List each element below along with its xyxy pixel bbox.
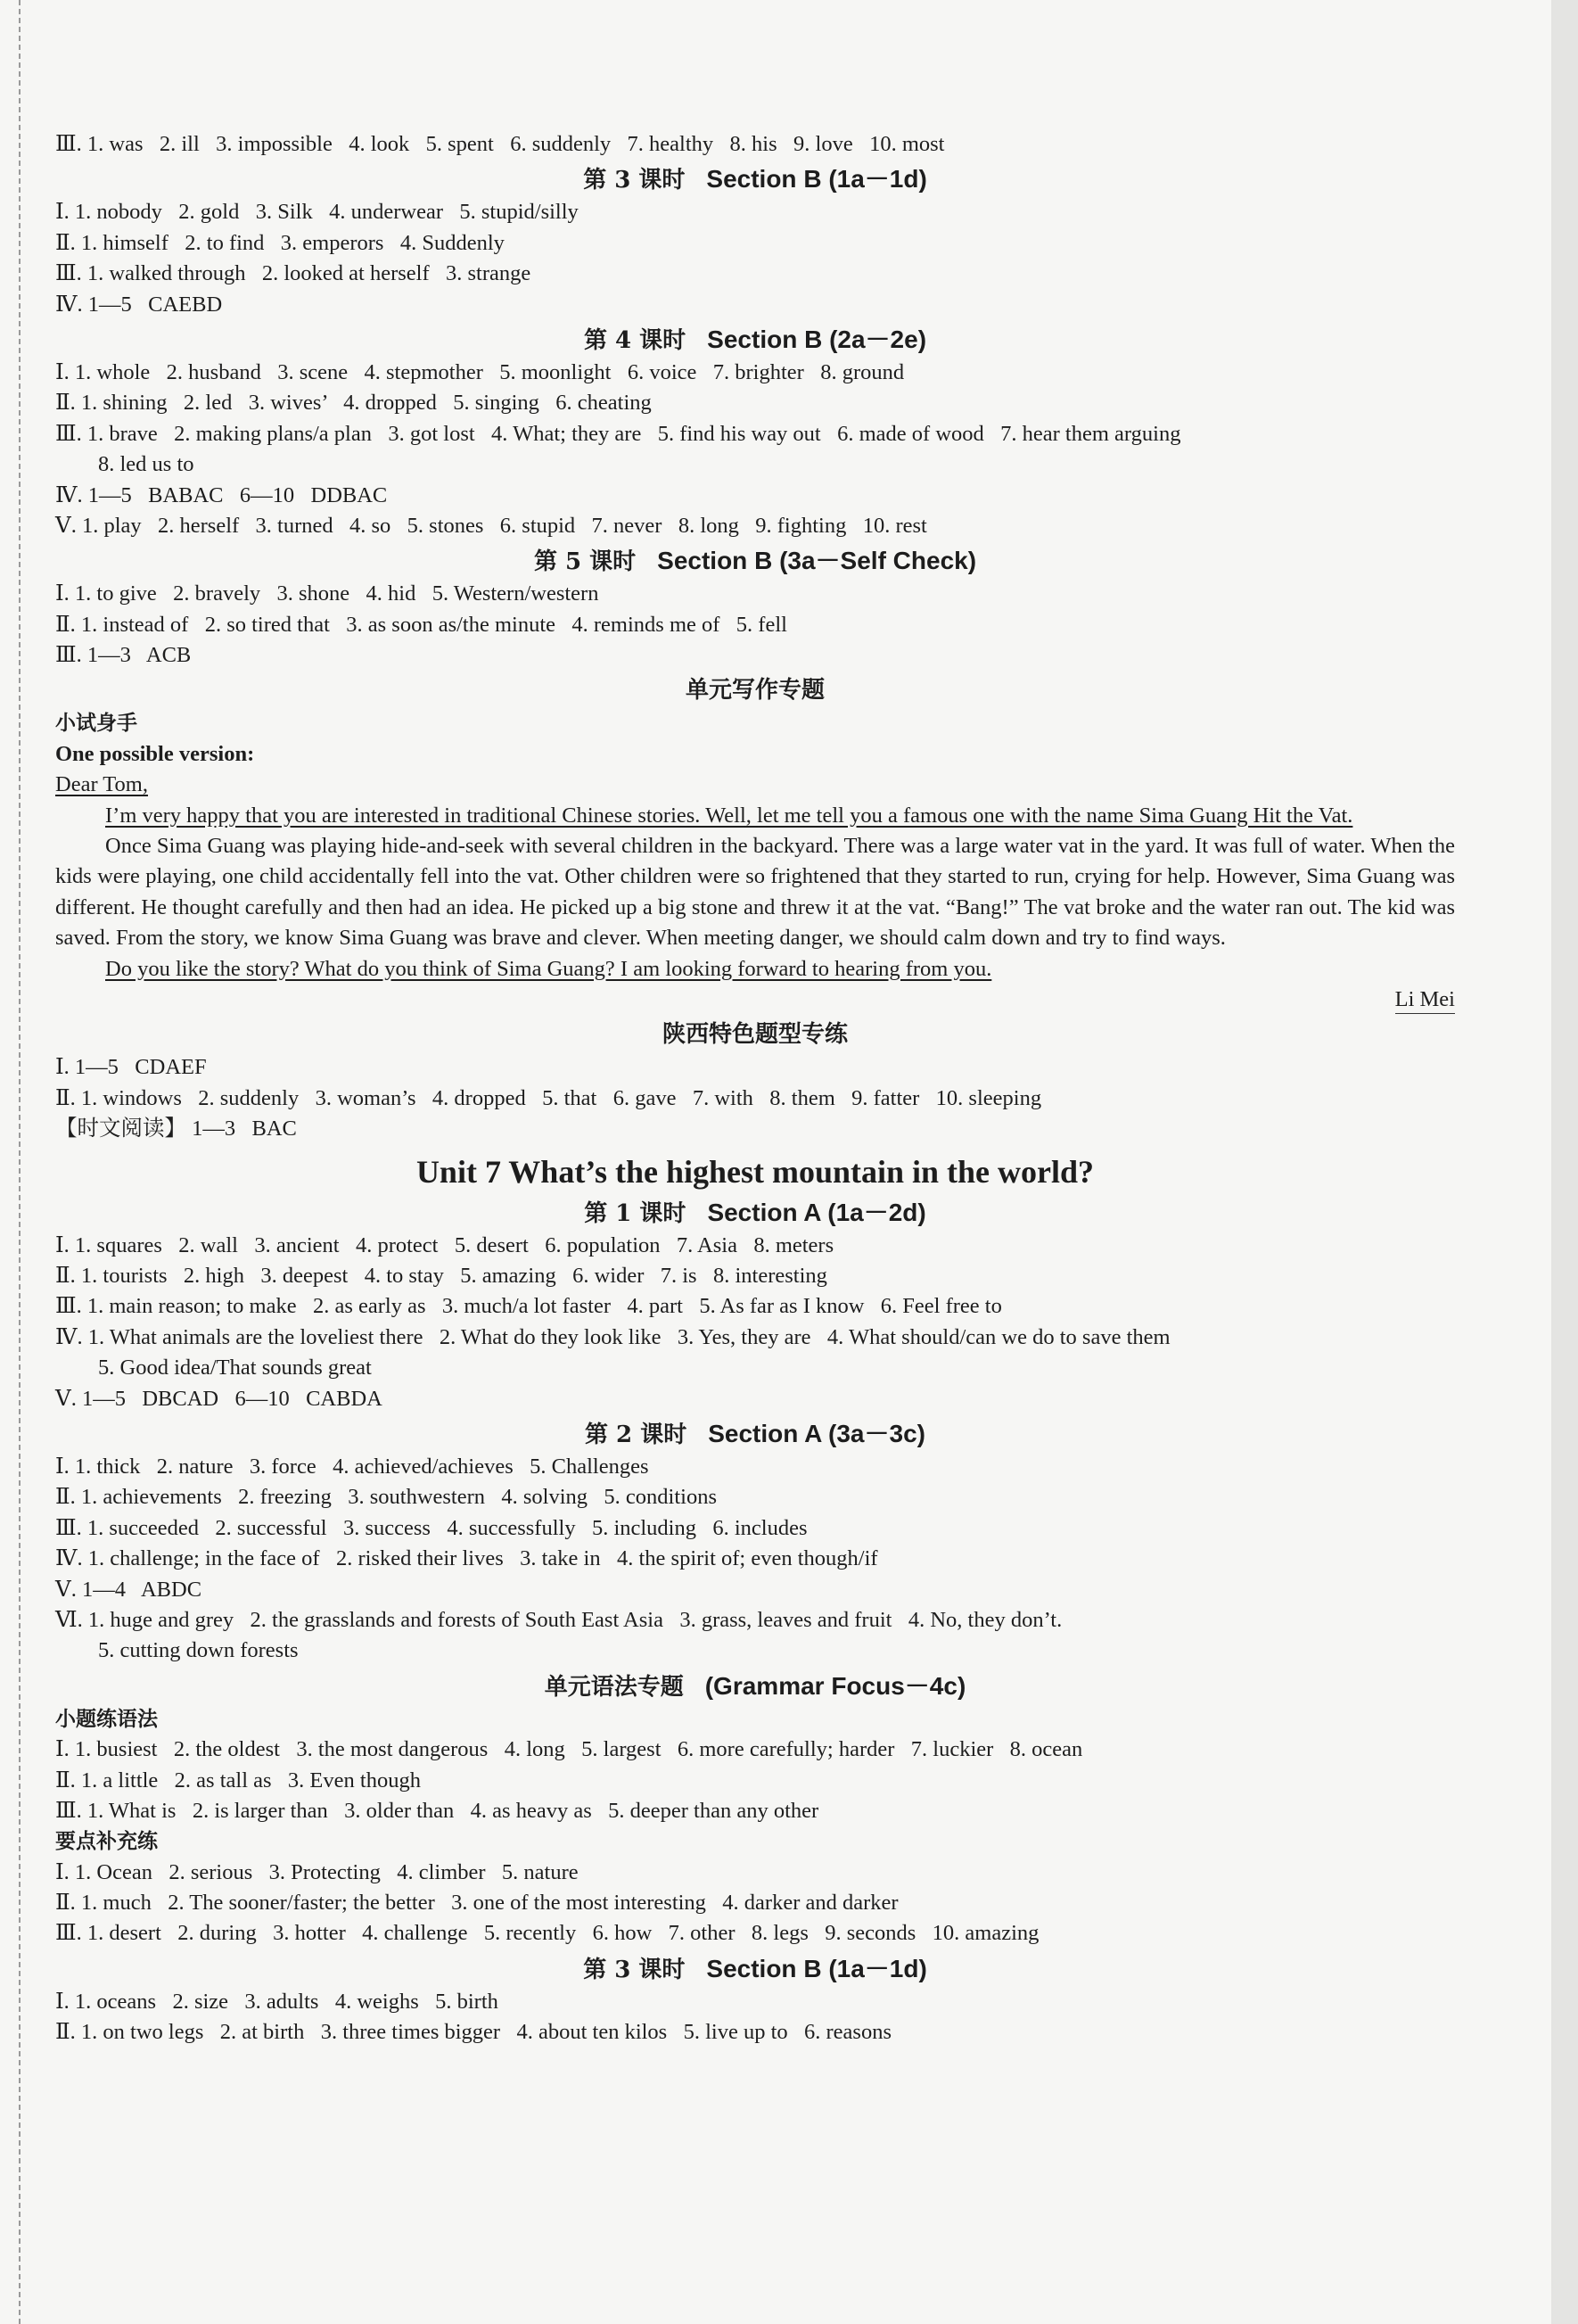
salutation-text: Dear Tom,	[55, 772, 148, 797]
section-heading-cn: 单元语法专题	[544, 1673, 684, 1701]
answer-line: Ⅰ. 1. nobody 2. gold 3. Silk 4. underwear 5. stupid/silly	[55, 200, 579, 225]
paragraph-text: Once Sima Guang was playing hide-and-seek with several children in the backyard. There was a large water vat in the yard. It was full of water. When the kids were playing, one child accidentally fell into the vat. Other children were so frightened that they started to run, crying for help. However, Sima Guang was different. He thought carefully and then had an idea. He picked up a big stone and threw it at the vat. “Bang!” The vat broke and the water ran out. The kid was saved. From the story, we know Sima Guang was brave and clever. When meeting danger, we should calm down and try to find ways.	[55, 834, 1455, 951]
section-heading-en: Section B (2a－2e)	[707, 325, 927, 353]
answer-line: Ⅱ. 1. shining 2. led 3. wives’ 4. dropped 5. singing 6. cheating	[55, 391, 652, 416]
section-heading	[55, 1193, 1455, 1231]
answer-line: Ⅰ. 1. Ocean 2. serious 3. Protecting 4. climber 5. nature	[55, 1859, 579, 1884]
letter-salutation	[55, 770, 1455, 800]
subsection-label: 小题练语法	[55, 1707, 158, 1731]
section-heading	[55, 160, 1455, 197]
section-heading-en: (Grammar Focus－4c)	[704, 1671, 966, 1700]
answer-line: Ⅰ. 1. to give 2. bravely 3. shone 4. hid 5. Western/western	[55, 581, 599, 606]
answer-line: Ⅳ. 1. challenge; in the face of 2. risked their lives 3. take in 4. the spirit of; even though/if	[55, 1546, 878, 1571]
section-heading-cn: 第 1 课时	[584, 1199, 686, 1227]
section-heading-cn: 第 5 课时	[533, 548, 637, 576]
answer-line: Ⅰ. 1. busiest 2. the oldest 3. the most dangerous 4. long 5. largest 6. more carefully; harder 7. luckier 8. ocean	[55, 1737, 1083, 1762]
section-heading	[55, 541, 1455, 579]
section-heading-cn: 第 3 课时	[583, 1956, 686, 1983]
answer-line: Ⅱ. 1. much 2. The sooner/faster; the better 3. one of the most interesting 4. darker and darker	[55, 1891, 899, 1916]
section-heading	[55, 1949, 1455, 1987]
answer-line: Ⅰ. 1. squares 2. wall 3. ancient 4. protect 5. desert 6. population 7. Asia 8. meters	[55, 1232, 834, 1257]
answer-line: Ⅳ. 1—5 BABAC 6—10 DDBAC	[55, 482, 388, 507]
section-heading-cn: 第 4 课时	[583, 326, 686, 354]
section-heading	[55, 1015, 1455, 1052]
answer-line: Ⅲ. 1. brave 2. making plans/a plan 3. got lost 4. What; they are 5. find his way out 6. made of wood 7. hear them arguing	[55, 421, 1181, 446]
answer-line: Ⅱ. 1. himself 2. to find 3. emperors 4. Suddenly	[55, 230, 505, 255]
answer-line: Ⅲ. 1. walked through 2. looked at herself 3. strange	[55, 261, 531, 286]
answer-line: Ⅲ. 1. desert 2. during 3. hotter 4. challenge 5. recently 6. how 7. other 8. legs 9. seconds 10. amazing	[55, 1921, 1040, 1946]
binding-dashed-line	[19, 0, 21, 2324]
essay-paragraph	[55, 831, 1455, 954]
answer-line: Ⅲ. 1. was 2. ill 3. impossible 4. look 5. spent 6. suddenly 7. healthy 8. his 9. love 10. most	[55, 132, 945, 156]
section-heading-en: Section B (3a－Self Check)	[657, 547, 977, 575]
section-heading-en: Section A (3a－3c)	[708, 1419, 925, 1447]
essay-paragraph	[55, 954, 1455, 985]
section-heading	[55, 1414, 1455, 1452]
unit-title: Unit 7 What’s the highest mountain in the world?	[415, 1153, 1095, 1190]
section-heading-cn: 单元写作专题	[685, 677, 825, 705]
answer-line: Ⅴ. 1. play 2. herself 3. turned 4. so 5. stones 6. stupid 7. never 8. long 9. fighting 10. rest	[55, 513, 927, 538]
answer-line-continued: 8. led us to	[98, 452, 194, 477]
essay-paragraph	[55, 801, 1455, 831]
section-heading-en: Section B (1a－1d)	[706, 165, 927, 194]
answer-line: Ⅱ. 1. on two legs 2. at birth 3. three times bigger 4. about ten kilos 5. live up to 6. reasons	[55, 2020, 892, 2045]
answer-line: Ⅲ. 1—3 ACB	[55, 643, 192, 668]
letter-signature	[55, 985, 1455, 1015]
answer-line: Ⅱ. 1. tourists 2. high 3. deepest 4. to stay 5. amazing 6. wider 7. is 8. interesting	[55, 1264, 827, 1289]
answer-line: Ⅱ. 1. a little 2. as tall as 3. Even though	[55, 1768, 421, 1792]
subsection-label: 小试身手	[55, 712, 137, 736]
section-heading-en: Section B (1a－1d)	[706, 1954, 927, 1982]
paragraph-text: I’m very happy that you are interested in traditional Chinese stories. Well, let me tell you a famous one with the name Sima Guang Hit the Vat.	[105, 803, 1353, 828]
answer-line: Ⅰ. 1. thick 2. nature 3. force 4. achieved/achieves 5. Challenges	[55, 1454, 649, 1479]
section-heading	[55, 671, 1455, 708]
answer-line: Ⅱ. 1. instead of 2. so tired that 3. as soon as/the minute 4. reminds me of 5. fell	[55, 612, 787, 637]
answer-line: Ⅲ. 1. succeeded 2. successful 3. success 4. successfully 5. including 6. includes	[55, 1515, 808, 1540]
subsection-label: 要点补充练	[55, 1830, 158, 1854]
signature-text: Li Mei	[1395, 986, 1455, 1014]
answer-line: Ⅱ. 1. achievements 2. freezing 3. southwestern 4. solving 5. conditions	[55, 1485, 717, 1510]
answer-line: Ⅲ. 1. What is 2. is larger than 3. older than 4. as heavy as 5. deeper than any other	[55, 1798, 819, 1823]
answer-line: Ⅰ. 1. whole 2. husband 3. scene 4. stepmother 5. moonlight 6. voice 7. brighter 8. ground	[55, 359, 905, 384]
answer-line: Ⅱ. 1. windows 2. suddenly 3. woman’s 4. dropped 5. that 6. gave 7. with 8. them 9. fatter 10. sleeping	[55, 1085, 1042, 1110]
section-heading-cn: 第 2 课时	[585, 1421, 687, 1448]
answer-line-continued: 5. cutting down forests	[98, 1638, 299, 1663]
answer-line: Ⅴ. 1—5 DBCAD 6—10 CABDA	[55, 1386, 382, 1411]
section-heading-cn: 陕西特色题型专练	[662, 1021, 848, 1049]
answer-line: Ⅵ. 1. huge and grey 2. the grasslands and forests of South East Asia 3. grass, leaves and fruit 4. No, they don’t.	[55, 1607, 1063, 1632]
answer-line: Ⅳ. 1. What animals are the loveliest there 2. What do they look like 3. Yes, they are 4. What should/can we do to save them	[55, 1324, 1171, 1349]
section-heading-en: Section A (1a－2d)	[707, 1198, 926, 1226]
answer-content	[55, 129, 1455, 2048]
paragraph-text: Do you like the story? What do you think of Sima Guang? I am looking forward to hearing from you.	[105, 956, 992, 981]
answer-line: Ⅴ. 1—4 ABDC	[55, 1577, 202, 1602]
essay-label: One possible version:	[55, 741, 255, 766]
answer-line: Ⅲ. 1. main reason; to make 2. as early as 3. much/a lot faster 4. part 5. As far as I know 6. Feel free to	[55, 1294, 1002, 1319]
page-edge-shadow	[1551, 0, 1578, 2324]
answer-line-continued: 5. Good idea/That sounds great	[98, 1356, 372, 1380]
answer-line: Ⅰ. 1. oceans 2. size 3. adults 4. weighs 5. birth	[55, 1989, 498, 2014]
answer-line: Ⅳ. 1—5 CAEBD	[55, 292, 223, 317]
answer-line: Ⅰ. 1—5 CDAEF	[55, 1055, 207, 1080]
section-heading	[55, 1667, 1455, 1704]
section-heading-cn: 第 3 课时	[583, 167, 686, 194]
section-heading	[55, 320, 1455, 358]
answer-line: 【时文阅读】 1—3 BAC	[55, 1117, 297, 1141]
